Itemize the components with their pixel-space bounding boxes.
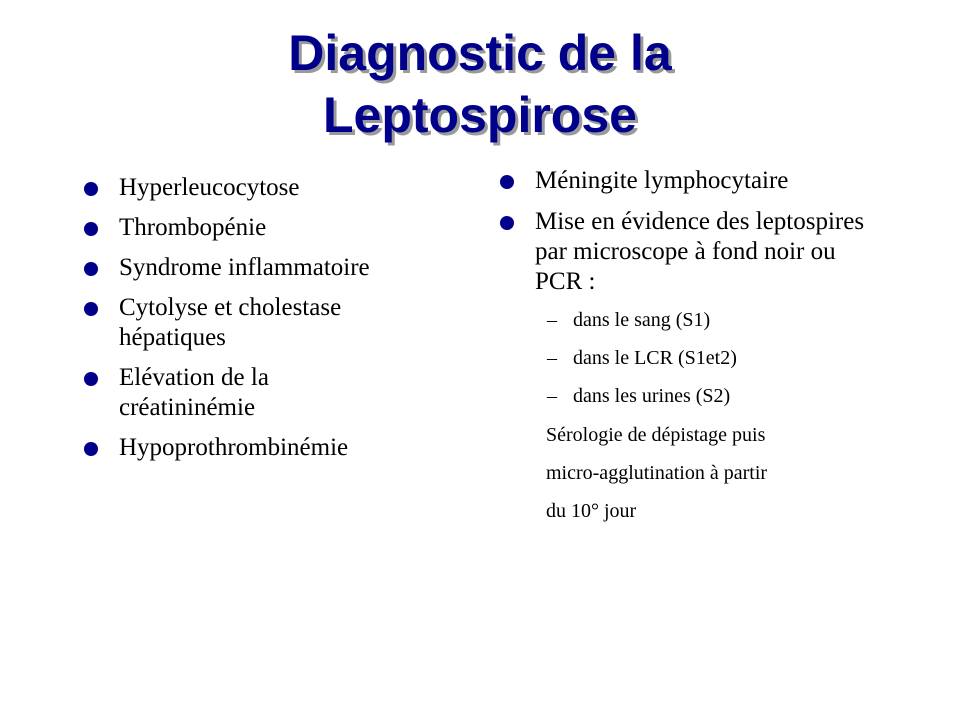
list-item-text: Cytolyse et cholestase hépatiques: [119, 294, 342, 351]
left-bullet-list: [84, 173, 464, 473]
list-item-text: Méningite lymphocytaire: [535, 167, 789, 194]
list-item-text: Hyperleucocytose: [119, 174, 300, 201]
list-item-text: Syndrome inflammatoire: [119, 254, 370, 281]
sub-list-item-text: dans le LCR (S1et2): [573, 347, 737, 369]
slide-title-line-2: Leptospirose: [323, 87, 637, 143]
bullet-dot-icon: [84, 442, 98, 456]
list-item: [84, 433, 464, 463]
list-item: [500, 207, 880, 297]
bullet-dot-icon: [500, 175, 514, 189]
note-line: [500, 422, 900, 448]
sub-list-item: [500, 384, 900, 408]
list-item: [500, 166, 900, 196]
list-item-text: Elévation de la créatininémie: [119, 364, 269, 421]
list-item: [84, 363, 389, 423]
dash-marker: –: [547, 309, 557, 331]
note-text: micro-agglutination à partir: [546, 462, 768, 484]
bullet-dot-icon: [84, 262, 98, 276]
dash-marker: –: [547, 347, 557, 369]
right-bullet-list: [500, 166, 900, 536]
list-item-text: Mise en évidence des leptospires par microscope à fond noir ou PCR :: [535, 208, 865, 295]
bullet-dot-icon: [500, 216, 514, 230]
note-line: [500, 498, 900, 524]
bullet-dot-icon: [84, 302, 98, 316]
list-item: [84, 293, 439, 353]
sub-list-item-text: dans les urines (S2): [573, 385, 731, 407]
dash-marker: –: [547, 385, 557, 407]
slide-title-line-1: Diagnostic de la: [288, 25, 672, 81]
bullet-dot-icon: [84, 182, 98, 196]
list-item: [84, 253, 464, 283]
note-line: [500, 460, 900, 486]
note-text: du 10° jour: [546, 500, 637, 522]
sub-list-item: [500, 346, 900, 370]
bullet-dot-icon: [84, 222, 98, 236]
bullet-dot-icon: [84, 372, 98, 386]
list-item-text: Thrombopénie: [119, 214, 267, 241]
list-item: [84, 213, 464, 243]
sub-list-item: [500, 308, 900, 332]
note-text: Sérologie de dépistage puis: [546, 424, 766, 446]
sub-list-item-text: dans le sang (S1): [573, 309, 711, 331]
list-item: [84, 173, 464, 203]
slide-title: [0, 22, 960, 146]
list-item-text: Hypoprothrombinémie: [119, 434, 349, 461]
